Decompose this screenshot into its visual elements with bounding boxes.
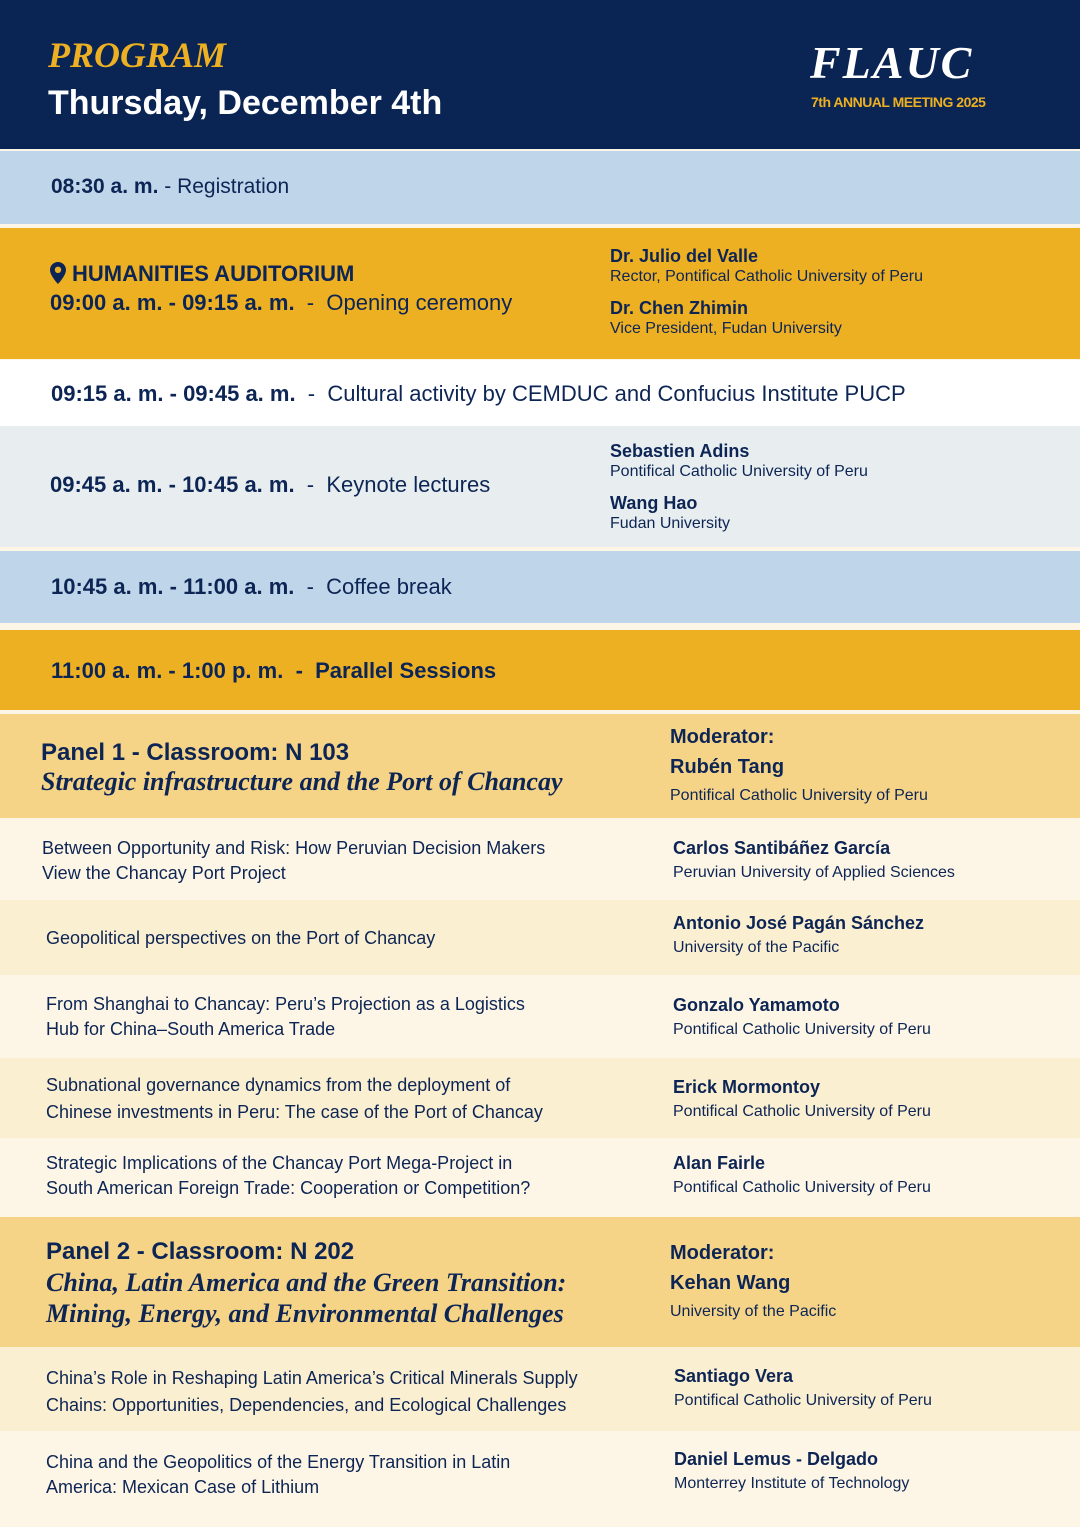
speaker-affiliation: Vice President, Fudan University <box>610 320 842 337</box>
paper-author: Santiago Vera <box>674 1366 794 1386</box>
paper-title-line: Subnational governance dynamics from the deployment of <box>46 1075 511 1095</box>
keynote-time: 09:45 a. m. - 10:45 a. m. <box>50 472 295 497</box>
panel-subtitle <box>46 1267 566 1329</box>
moderator-name: Rubén Tang <box>670 756 785 778</box>
paper-title <box>46 1450 646 1500</box>
panel-2-header <box>0 1217 1080 1347</box>
list-item <box>0 1347 1080 1431</box>
location-name: HUMANITIES AUDITORIUM <box>72 261 355 286</box>
list-item <box>0 1138 1080 1217</box>
registration-title: Registration <box>177 175 290 198</box>
location-pin-icon <box>50 262 66 284</box>
panel-title: Panel 1 - Classroom: N 103 <box>41 739 350 766</box>
opening-sep: - <box>294 290 327 315</box>
paper-title-line: America: Mexican Case of Lithium <box>46 1477 320 1497</box>
keynote-speakers <box>610 440 868 534</box>
paper-title-line: Hub for China–South America Trade <box>46 1019 336 1039</box>
parallel-time: 11:00 a. m. - 1:00 p. m. <box>51 658 284 683</box>
paper-author: Daniel Lemus - Delgado <box>674 1449 879 1469</box>
speaker-name: Sebastien Adins <box>610 441 750 461</box>
paper-title-line: China and the Geopolitics of the Energy Transition in Latin <box>46 1452 511 1472</box>
panel-1-header <box>0 714 1080 818</box>
header <box>0 0 1080 149</box>
speaker-affiliation: Fudan University <box>610 515 731 532</box>
paper-author: Carlos Santibáñez García <box>673 838 891 858</box>
paper-author: Erick Mormontoy <box>673 1077 821 1097</box>
keynote-row <box>0 426 1080 547</box>
paper-affiliation: University of the Pacific <box>673 939 840 956</box>
list-item <box>0 818 1080 900</box>
location-label <box>50 261 354 287</box>
paper-title-line: South American Foreign Trade: Cooperation or Competition? <box>46 1178 531 1198</box>
paper-title-line: Between Opportunity and Risk: How Peruvian Decision Makers <box>42 838 546 858</box>
paper-affiliation: Monterrey Institute of Technology <box>674 1475 910 1492</box>
paper-title-line: China’s Role in Reshaping Latin America’s Critical Minerals Supply <box>46 1368 578 1388</box>
list-item <box>0 1431 1080 1527</box>
list-item <box>0 975 1080 1058</box>
moderator-block <box>670 722 928 808</box>
opening-row <box>0 228 1080 359</box>
opening-speakers <box>610 245 923 339</box>
paper-author: Gonzalo Yamamoto <box>673 995 840 1015</box>
meeting-label: 7th ANNUAL MEETING 2025 <box>811 94 986 110</box>
moderator-affiliation: Pontifical Catholic University of Peru <box>670 787 928 804</box>
registration-row <box>0 151 1080 224</box>
list-item <box>0 900 1080 975</box>
paper-title-line: Geopolitical perspectives on the Port of Chancay <box>46 928 436 948</box>
moderator-label: Moderator: <box>670 726 775 748</box>
coffee-sep: - <box>294 574 327 599</box>
registration-time: 08:30 a. m. <box>51 175 159 198</box>
speaker-name: Dr. Chen Zhimin <box>610 298 749 318</box>
keynote-sep: - <box>294 472 327 497</box>
parallel-sep: - <box>283 658 316 683</box>
paper-title <box>46 1072 646 1126</box>
speaker-affiliation: Pontifical Catholic University of Peru <box>610 463 868 480</box>
moderator-affiliation: University of the Pacific <box>670 1303 837 1320</box>
cultural-sep: - <box>295 381 328 406</box>
coffee-title: Coffee break <box>326 574 452 599</box>
program-label: PROGRAM <box>48 35 227 75</box>
panel-title: Panel 2 - Classroom: N 202 <box>46 1238 355 1265</box>
page-title: Thursday, December 4th <box>48 84 443 122</box>
opening-title: Opening ceremony <box>326 290 513 315</box>
speaker-name: Dr. Julio del Valle <box>610 246 759 266</box>
paper-title <box>42 836 642 886</box>
paper-title-line: Strategic Implications of the Chancay Port Mega-Project in <box>46 1153 513 1173</box>
paper-title-line: Chains: Opportunities, Dependencies, and Ecological Challenges <box>46 1395 567 1415</box>
paper-affiliation: Peruvian University of Applied Sciences <box>673 864 955 881</box>
paper-title <box>46 926 646 951</box>
paper-affiliation: Pontifical Catholic University of Peru <box>673 1179 931 1196</box>
registration-sep: - <box>158 175 178 198</box>
flauc-logo: FLAUC <box>810 37 974 88</box>
panel-subtitle: Strategic infrastructure and the Port of Chancay <box>41 767 563 796</box>
moderator-name: Kehan Wang <box>670 1272 791 1294</box>
panel-subtitle-line: Mining, Energy, and Environmental Challenges <box>46 1299 564 1328</box>
paper-affiliation: Pontifical Catholic University of Peru <box>673 1021 931 1038</box>
paper-affiliation: Pontifical Catholic University of Peru <box>674 1392 932 1409</box>
moderator-label: Moderator: <box>670 1242 775 1264</box>
paper-title <box>46 1151 646 1201</box>
paper-author: Alan Fairle <box>673 1153 766 1173</box>
paper-affiliation: Pontifical Catholic University of Peru <box>673 1103 931 1120</box>
cultural-time: 09:15 a. m. - 09:45 a. m. <box>51 381 296 406</box>
coffee-time: 10:45 a. m. - 11:00 a. m. <box>51 574 295 599</box>
opening-time: 09:00 a. m. - 09:15 a. m. <box>50 290 295 315</box>
cultural-title: Cultural activity by CEMDUC and Confucius Institute PUCP <box>327 381 906 406</box>
paper-title <box>46 1365 666 1419</box>
paper-title <box>46 992 646 1042</box>
coffee-row <box>0 551 1080 623</box>
list-item <box>0 1058 1080 1138</box>
cultural-row <box>0 360 1080 426</box>
paper-title-line: Chinese investments in Peru: The case of the Port of Chancay <box>46 1102 543 1122</box>
paper-title-line: From Shanghai to Chancay: Peru’s Projection as a Logistics <box>46 994 525 1014</box>
parallel-title: Parallel Sessions <box>315 658 497 683</box>
paper-title-line: View the Chancay Port Project <box>42 863 286 883</box>
moderator-block <box>670 1238 836 1324</box>
speaker-affiliation: Rector, Pontifical Catholic University of Peru <box>610 268 924 285</box>
keynote-title: Keynote lectures <box>326 472 491 497</box>
paper-author: Antonio José Pagán Sánchez <box>673 913 925 933</box>
panel-subtitle-line: China, Latin America and the Green Transition: <box>46 1268 567 1297</box>
speaker-name: Wang Hao <box>610 493 698 513</box>
parallel-row <box>0 630 1080 710</box>
